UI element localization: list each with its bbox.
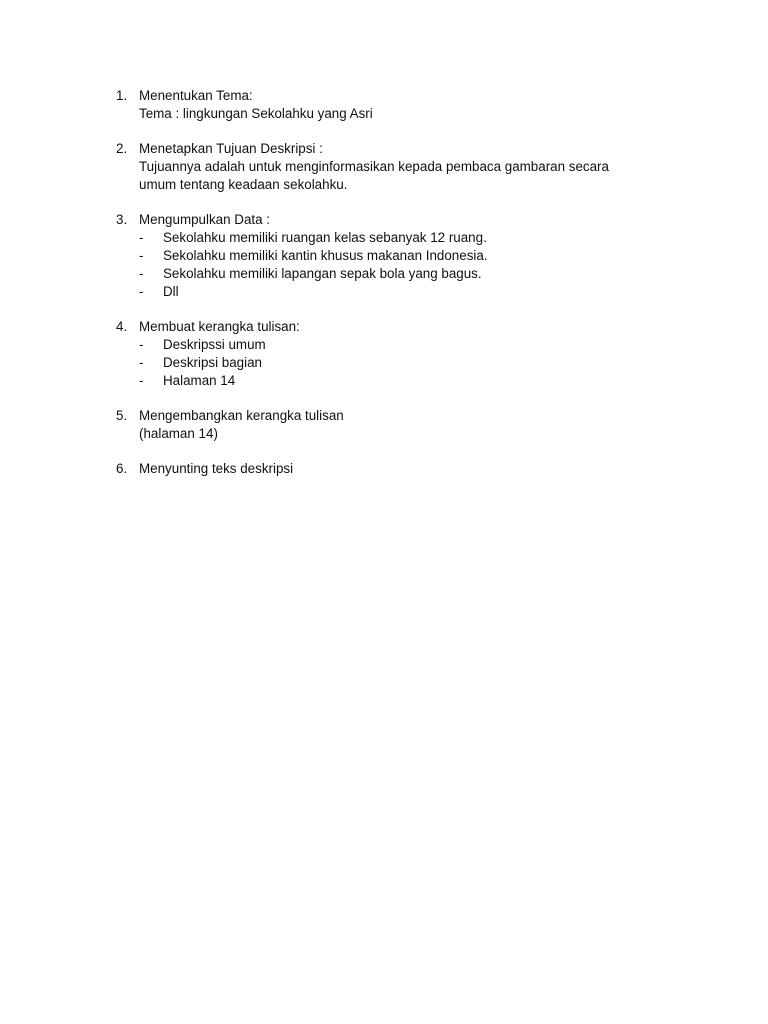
list-item-heading-line <box>0 87 768 105</box>
list-item-heading: Menentukan Tema: <box>139 88 253 103</box>
bullet-text: Dll <box>163 284 179 299</box>
bullet-text: Sekolahku memiliki kantin khusus makanan Indonesia. <box>163 248 488 263</box>
list-item-body-line <box>0 176 768 194</box>
bullet-dash: - <box>139 248 144 263</box>
bullet-dash: - <box>139 337 144 352</box>
bullet-item <box>0 372 768 390</box>
list-item-heading: Mengembangkan kerangka tulisan <box>139 408 344 423</box>
list-item-heading: Membuat kerangka tulisan: <box>139 319 300 334</box>
list-item <box>0 460 768 478</box>
list-item-body-text: Tujuannya adalah untuk menginformasikan kepada pembaca gambaran secara <box>139 159 609 174</box>
list-item-heading-line <box>0 318 768 336</box>
bullet-dash: - <box>139 284 144 299</box>
bullet-dash: - <box>139 230 144 245</box>
list-item-heading-line <box>0 140 768 158</box>
bullet-item <box>0 354 768 372</box>
list-item <box>0 140 768 194</box>
list-item-number: 1. <box>116 88 128 103</box>
bullet-text: Sekolahku memiliki ruangan kelas sebanyak 12 ruang. <box>163 230 487 245</box>
list-item-body-line <box>0 158 768 176</box>
list-item-number: 6. <box>116 461 128 476</box>
bullet-dash: - <box>139 373 144 388</box>
list-item-number: 3. <box>116 212 128 227</box>
list-item-heading-line <box>0 211 768 229</box>
list-item <box>0 211 768 301</box>
bullet-text: Deskripsi bagian <box>163 355 262 370</box>
list-item-number: 4. <box>116 319 128 334</box>
list-item <box>0 407 768 443</box>
list-item-body-text: Tema : lingkungan Sekolahku yang Asri <box>139 106 373 121</box>
list-item-heading: Menyunting teks deskripsi <box>139 461 294 476</box>
list-item-heading-line <box>0 407 768 425</box>
numbered-list <box>0 87 768 495</box>
bullet-dash: - <box>139 355 144 370</box>
list-item <box>0 87 768 123</box>
bullet-item <box>0 336 768 354</box>
list-item-body-line <box>0 105 768 123</box>
bullet-text: Deskripssi umum <box>163 337 266 352</box>
list-item-heading: Menetapkan Tujuan Deskripsi : <box>139 141 323 156</box>
bullet-item <box>0 229 768 247</box>
bullet-text: Sekolahku memiliki lapangan sepak bola yang bagus. <box>163 266 482 281</box>
list-item-heading: Mengumpulkan Data : <box>139 212 271 227</box>
bullet-text: Halaman 14 <box>163 373 236 388</box>
list-item-body-text: (halaman 14) <box>139 426 218 441</box>
bullet-dash: - <box>139 266 144 281</box>
list-item-body-text: umum tentang keadaan sekolahku. <box>139 177 348 192</box>
bullet-item <box>0 265 768 283</box>
bullet-item <box>0 283 768 301</box>
list-item-heading-line <box>0 460 768 478</box>
list-item-body-line <box>0 425 768 443</box>
bullet-item <box>0 247 768 265</box>
list-item <box>0 318 768 390</box>
list-item-number: 2. <box>116 141 128 156</box>
list-item-number: 5. <box>116 408 128 423</box>
